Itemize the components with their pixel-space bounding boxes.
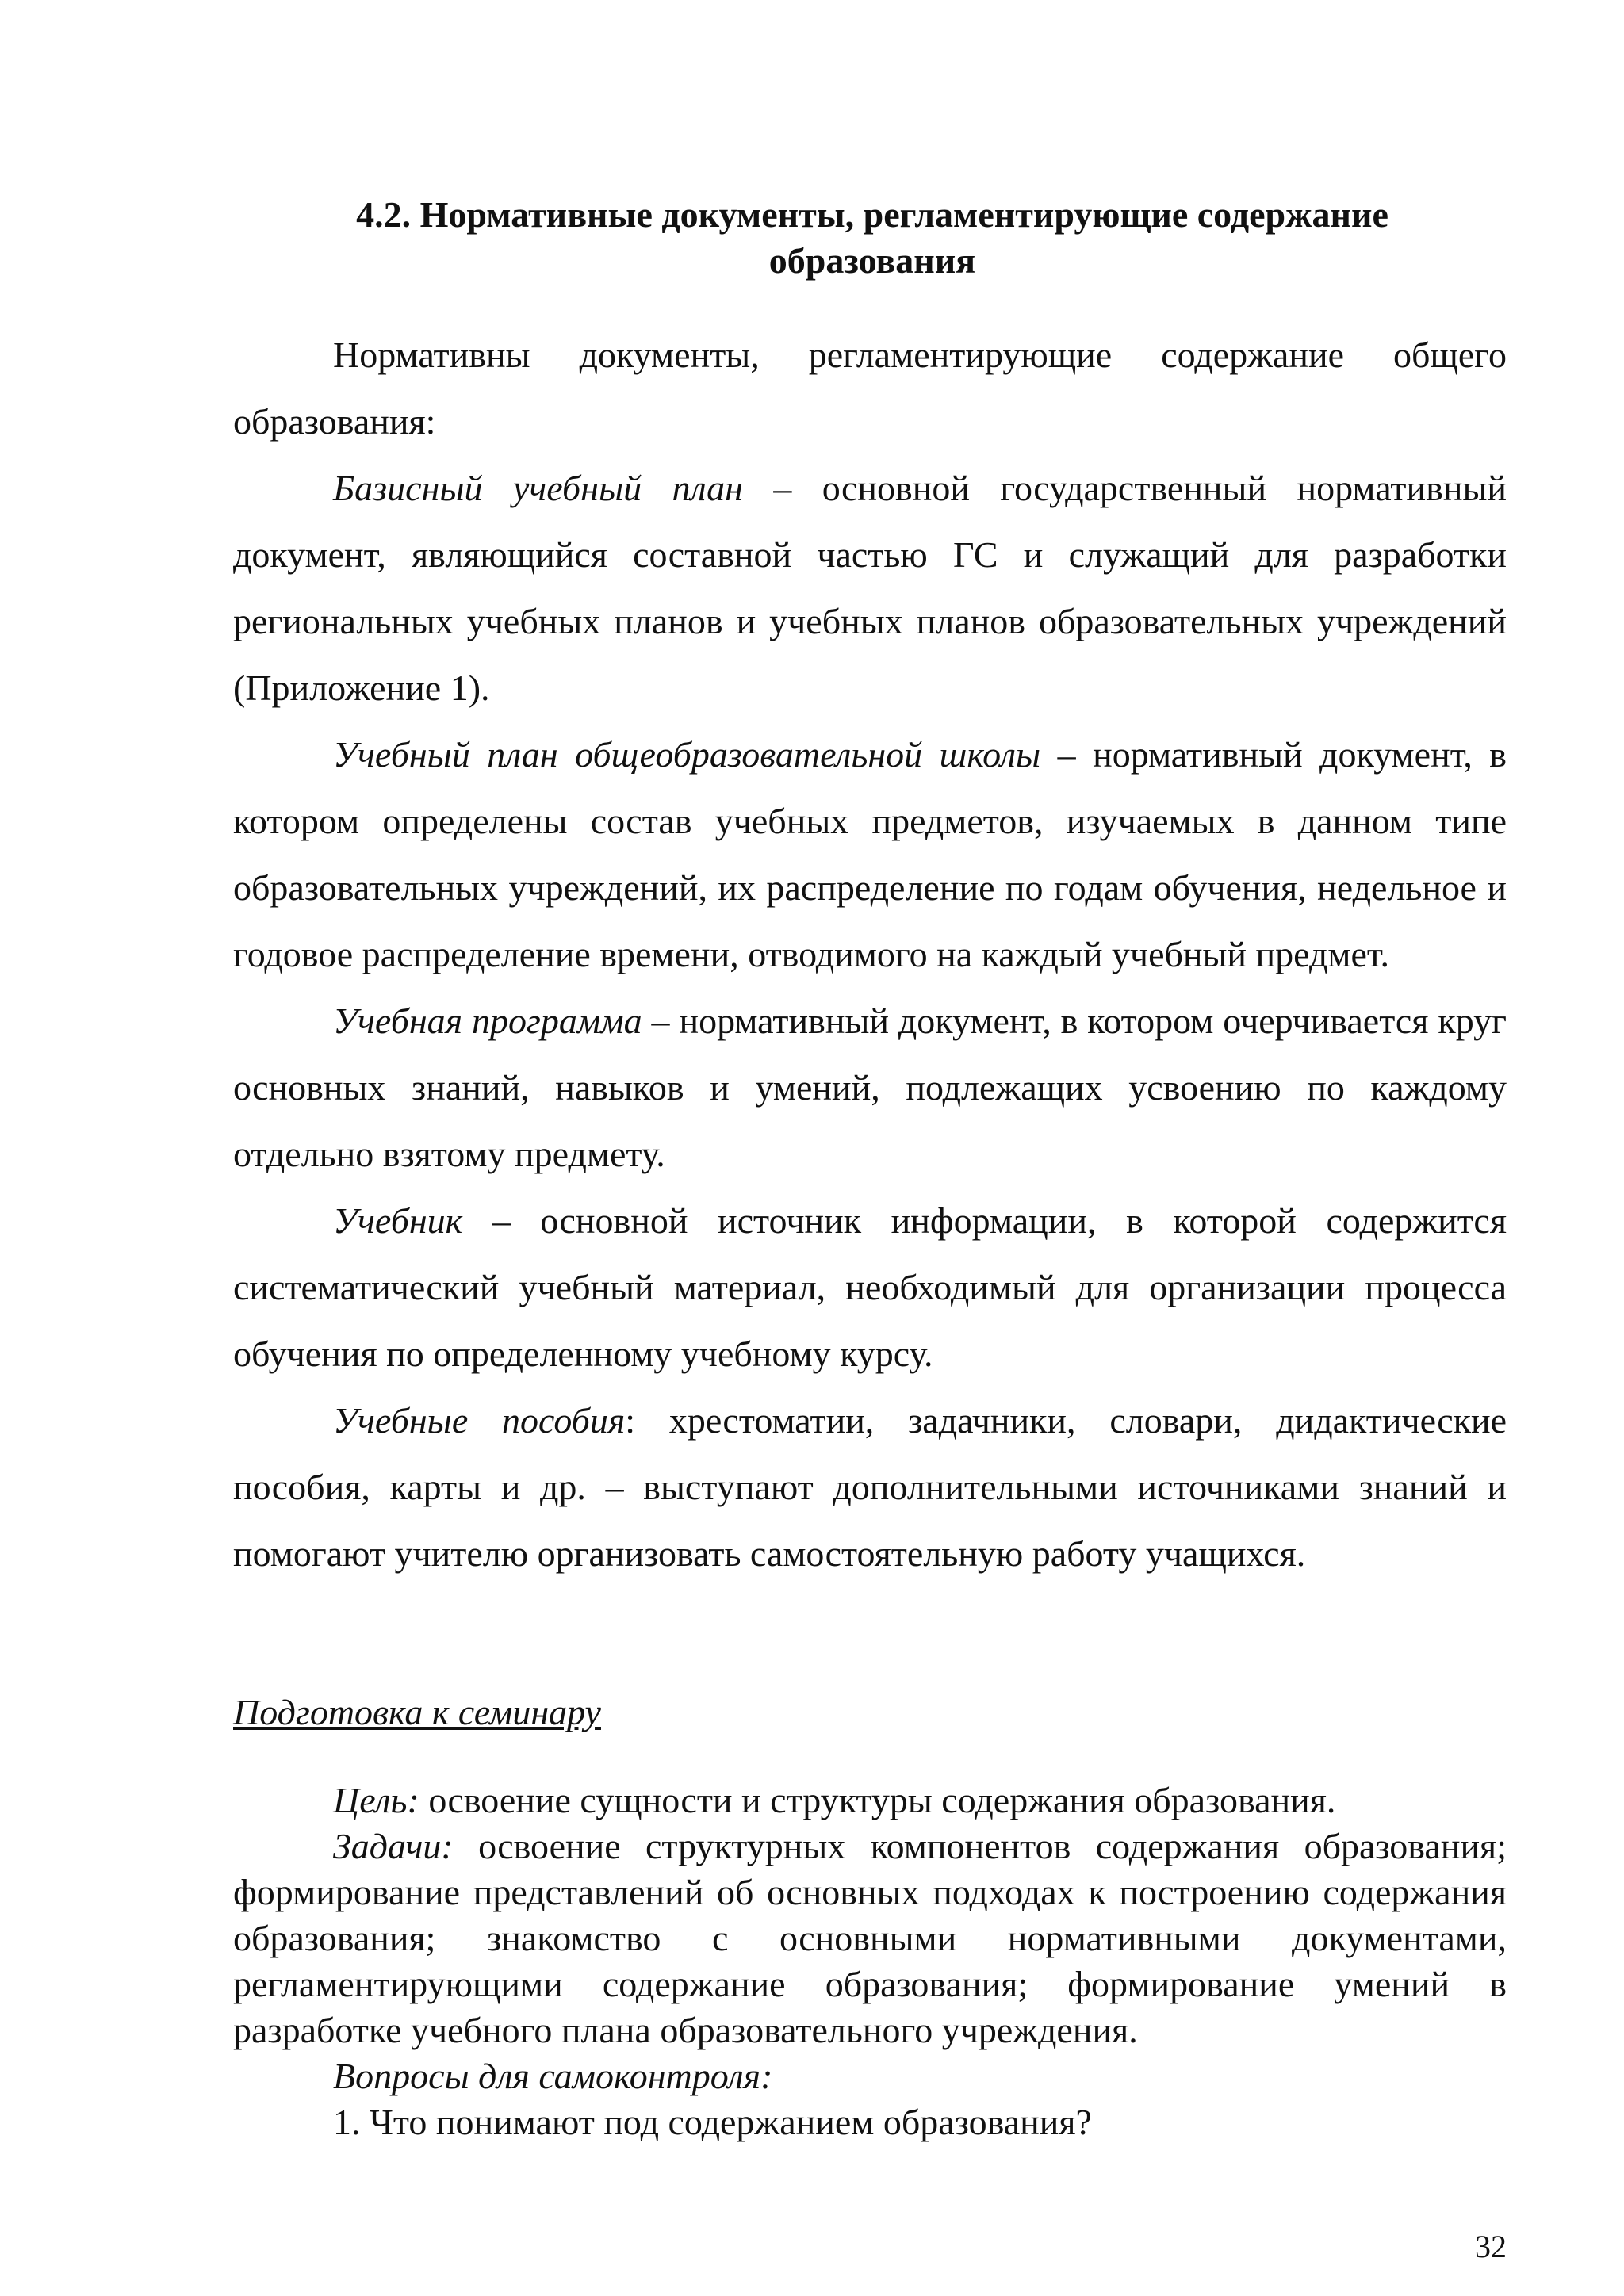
- definition-school-curriculum: – нормативный документ, в котором определены состав учебных предметов, изучаемых в данном типе образовательных учреждений, их распределение по годам обучения, недельное и годовое распределение времени, отводимого на каждый учебный предмет.: [233, 734, 1507, 974]
- tasks-text: освоение структурных компонентов содержания образования; формирование представлений об основных подходах к построению содержания образования; знакомство с основными нормативными документами, регламентирующими содержание образования; формирование умений в разработке учебного плана образовательного учреждения.: [233, 1826, 1507, 2050]
- page-number: 32: [1475, 2229, 1507, 2264]
- paragraph-intro-text: Нормативны документы, регламентирующие содержание общего образования:: [233, 335, 1507, 442]
- seminar-block: [233, 1777, 1507, 2145]
- paragraph-basic-curriculum: [233, 455, 1507, 721]
- paragraph-study-aids: [233, 1387, 1507, 1587]
- definition-textbook: – основной источник информации, в которой содержится систематический учебный материал, необходимый для организации процесса обучения по определенному учебному курсу.: [233, 1200, 1507, 1374]
- paragraph-study-program: [233, 988, 1507, 1188]
- seminar-questions-heading: [233, 2053, 1507, 2099]
- question-item: [233, 2099, 1507, 2145]
- definition-basic-curriculum: – основной государственный нормативный документ, являющийся составной частью ГС и служащий для разработки региональных учебных планов и учебных планов образовательных учреждений (Приложение 1).: [233, 468, 1507, 708]
- term-basic-curriculum: Базисный учебный план: [333, 468, 743, 508]
- paragraph-intro: [233, 322, 1507, 455]
- seminar-goal: [233, 1777, 1507, 1823]
- tasks-label: Задачи:: [333, 1826, 454, 1866]
- section-heading-line-2: образования: [768, 240, 976, 281]
- goal-text: освоение сущности и структуры содержания образования.: [419, 1780, 1336, 1820]
- term-study-program: Учебная программа: [333, 1001, 642, 1041]
- goal-label: Цель:: [333, 1780, 419, 1820]
- main-text: [233, 322, 1507, 1587]
- definition-study-aids: : хрестоматии, задачники, словари, дидактические пособия, карты и др. – выступают дополнительными источниками знаний и помогают учителю организовать самостоятельную работу учащихся.: [233, 1400, 1507, 1574]
- paragraph-textbook: [233, 1188, 1507, 1387]
- section-heading-line-1: 4.2. Нормативные документы, регламентирующие содержание: [356, 194, 1388, 235]
- definition-study-program: – нормативный документ, в котором очерчивается круг основных знаний, навыков и умений, подлежащих усвоению по каждому отдельно взятому предмету.: [233, 1001, 1507, 1174]
- question-1-text: 1. Что понимают под содержанием образования?: [333, 2102, 1092, 2142]
- term-school-curriculum: Учебный план общеобразовательной школы: [333, 734, 1041, 775]
- term-textbook: Учебник: [333, 1200, 463, 1241]
- paragraph-school-curriculum: [233, 721, 1507, 988]
- seminar-title: Подготовка к семинару: [233, 1692, 601, 1732]
- seminar-tasks: [233, 1823, 1507, 2053]
- section-heading: [301, 192, 1443, 284]
- term-study-aids: Учебные пособия: [333, 1400, 626, 1441]
- questions-label: Вопросы для самоконтроля:: [333, 2056, 773, 2096]
